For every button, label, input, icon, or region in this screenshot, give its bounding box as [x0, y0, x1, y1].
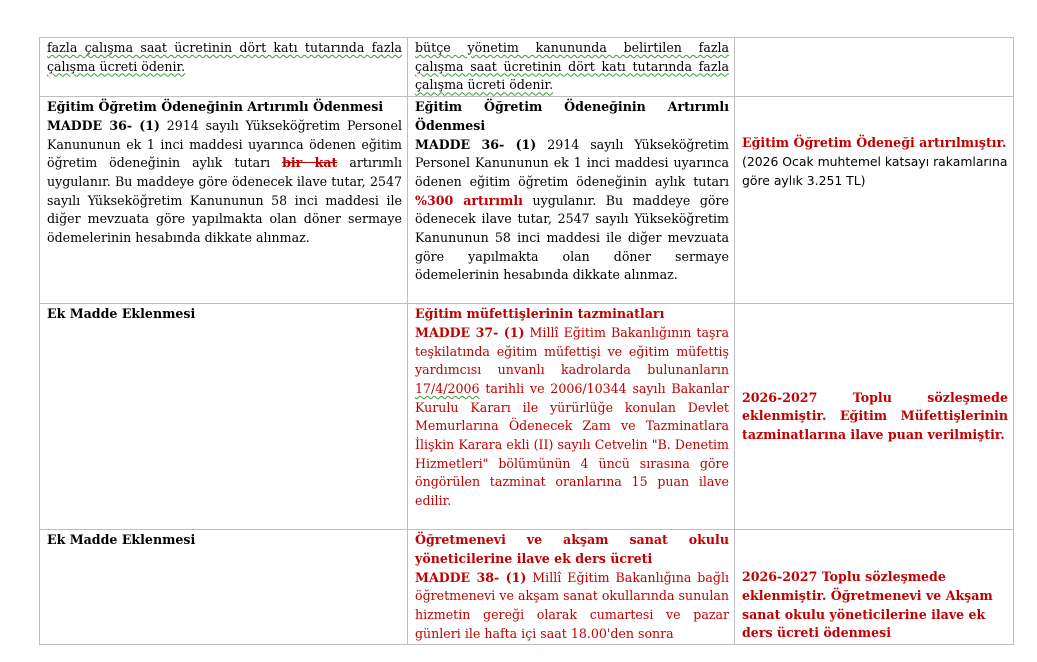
article-text: 2914 sayılı Yükseköğretim Personel Kanununun ek 1 inci maddesi uyarınca ödenen eğitim öğretim ödeneğinin aylık tutarı	[47, 117, 402, 171]
new-text-cell	[408, 530, 735, 645]
old-text-cell	[40, 304, 408, 530]
note-highlight: Eğitim Öğretim Ödeneği artırılmıştır.	[742, 135, 1007, 151]
note-text: 2026-2027 Toplu sözleşmede eklenmiştir. Öğretmenevi ve Akşam sanat okulu yöneticilerine ilave ek ders ücreti ödenmesi	[742, 569, 993, 641]
new-text: bütçe yönetim kanununda belirtilen fazla çalışma saat ücretinin dört katı tutarında fazla çalışma ücreti ödenir.	[415, 40, 729, 93]
deleted-text: bir kat	[282, 155, 338, 171]
article-title: Eğitim Öğretim Ödeneğinin Artırımlı Ödenmesi	[47, 99, 384, 115]
article-title: Eğitim müfettişlerinin tazminatları	[415, 306, 665, 322]
new-text-cell	[408, 38, 735, 97]
new-text-cell	[408, 97, 735, 304]
article-text: Millî Eğitim Bakanlığının taşra teşkilatında eğitim müfettişi ve eğitim müfettiş yardımcısı unvanlı kadrolarda bulunanların	[415, 324, 729, 378]
new-text-cell	[408, 304, 735, 530]
row-label: Ek Madde Eklenmesi	[47, 532, 196, 548]
note-cell	[735, 38, 1014, 97]
article-number: MADDE 38- (1)	[415, 569, 527, 585]
old-text-cell	[40, 530, 408, 645]
article-number: MADDE 36- (1)	[415, 136, 537, 152]
note-text: 2026-2027 Toplu sözleşmede eklenmiştir. Eğitim Müfettişlerinin tazminatlarına ilave puan verilmiştir.	[742, 389, 1008, 442]
article-title: Öğretmenevi ve akşam sanat okulu yöneticilerine ilave ek ders ücreti	[415, 532, 729, 566]
article-title: Eğitim Öğretim Ödeneğinin Artırımlı Ödenmesi	[415, 99, 729, 133]
table-row	[40, 38, 1014, 97]
note-cell	[735, 304, 1014, 530]
date-text: 17/4/2006	[415, 380, 480, 396]
old-text-cell	[40, 38, 408, 97]
table-row	[40, 304, 1014, 530]
article-text: uygulanır. Bu maddeye göre ödenecek ilave tutar, 2547 sayılı Yükseköğretim Kanununun 58 inci maddesi ile diğer mevzuata göre yapılmakta olan döner sermaye ödemelerinin hesabında dikkate alınmaz.	[415, 192, 729, 283]
table-row	[40, 530, 1014, 645]
article-text: 2914 sayılı Yükseköğretim Personel Kanununun ek 1 inci maddesi uyarınca ödenen eğitim öğretim ödeneğinin aylık tutarı	[415, 136, 730, 189]
row-label: Ek Madde Eklenmesi	[47, 306, 196, 322]
article-text: artırımlı uygulanır. Bu maddeye göre ödenecek ilave tutar, 2547 sayılı Yükseköğretim Kanununun 58 inci maddesi ile diğer mevzuata göre yapılmakta olan döner sermaye ödemelerinin hesabında dikkate alınmaz.	[47, 155, 402, 246]
comparison-table	[39, 37, 1014, 645]
article-text: tarihli ve 2006/10344 sayılı Bakanlar Kurulu Kararı ile yürürlüğe konulan Devlet Memurlarına Ödenecek Zam ve Tazminatlara İlişkin Karara ekli (II) sayılı Cetvelin "B. Denetim Hizmetleri" bölümünün 4 üncü sırasına göre öngörülen tazminat oranlarına 15 puan ilave edilir.	[415, 380, 729, 509]
old-text-cell	[40, 97, 408, 304]
article-number: MADDE 36- (1)	[47, 117, 160, 133]
note-cell	[735, 530, 1014, 645]
note-text: (2026 Ocak muhtemel katsayı rakamlarına göre aylık 3.251 TL)	[742, 153, 1008, 188]
article-text: Millî Eğitim Bakanlığına bağlı öğretmenevi ve akşam sanat okullarında sunulan hizmetin gereği olarak cumartesi ve pazar günleri ile hafta içi saat 18.00'den sonra	[415, 569, 729, 641]
old-text: fazla çalışma saat ücretinin dört katı tutarında fazla çalışma ücreti ödenir.	[47, 40, 402, 74]
changed-text: %300 artırımlı	[415, 192, 523, 208]
table-row	[40, 97, 1014, 304]
note-cell	[735, 97, 1014, 304]
article-number: MADDE 37- (1)	[415, 324, 525, 340]
